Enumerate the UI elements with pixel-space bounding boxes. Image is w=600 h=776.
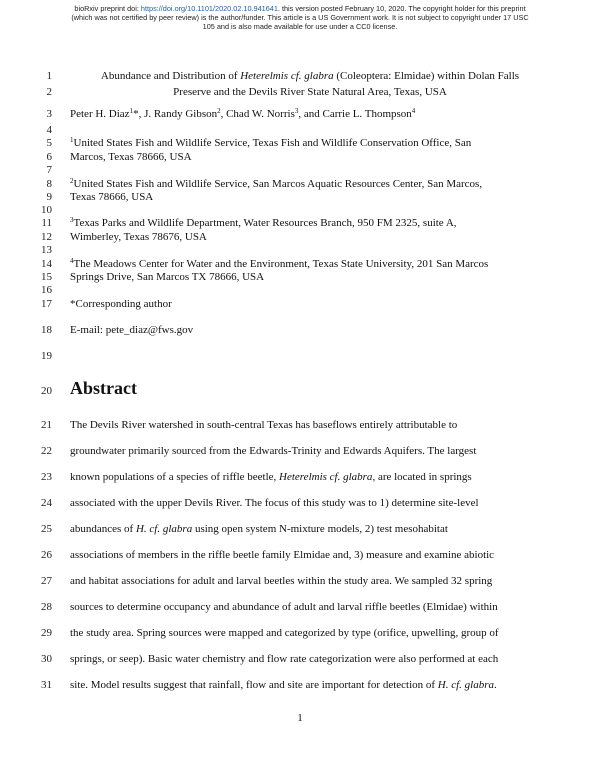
corresponding-author: *Corresponding author bbox=[70, 298, 172, 310]
line-number: 24 bbox=[41, 497, 52, 509]
line-number: 3 bbox=[46, 108, 52, 120]
line-number: 12 bbox=[41, 231, 52, 243]
line-number: 13 bbox=[41, 244, 52, 256]
line-number: 5 bbox=[46, 137, 52, 149]
paper-title-line-1: Abundance and Distribution of Heterelmis cf. glabra (Coleoptera: Elmidae) within Dolan Falls bbox=[100, 70, 520, 82]
line-number: 26 bbox=[41, 549, 52, 561]
affiliation-2: $^2$United States Fish and Wildlife Service, San Marcos Aquatic Resources Center, San Marcos, bbox=[70, 177, 483, 190]
abstract-line: sources to determine occupancy and abundance of adult and larval riffle beetles (Elmidae) within bbox=[70, 601, 498, 613]
line-number: 19 bbox=[41, 350, 52, 362]
line-number: 20 bbox=[41, 385, 52, 397]
affiliation-3-cont: Wimberley, Texas 78676, USA bbox=[70, 231, 207, 243]
abstract-line: and habitat associations for adult and larval beetles within the study area. We sampled 32 spring bbox=[70, 575, 493, 587]
line-number: 23 bbox=[41, 471, 52, 483]
line-number: 2 bbox=[46, 86, 52, 98]
affiliation-4: $^4$The Meadows Center for Water and the Environment, Texas State University, 201 San Marcos bbox=[70, 257, 489, 270]
line-number: 28 bbox=[41, 601, 52, 613]
line-number: 27 bbox=[41, 575, 52, 587]
abstract-line: the study area. Spring sources were mapped and categorized by type (orifice, upwelling, group of bbox=[70, 627, 499, 639]
abstract-line: abundances of H. cf. glabra using open system N-mixture models, 2) test mesohabitat bbox=[70, 523, 448, 535]
affiliation-1-cont: Marcos, Texas 78666, USA bbox=[70, 151, 192, 163]
line-number: 8 bbox=[46, 178, 52, 190]
preprint-header bbox=[30, 4, 570, 31]
affiliation-4-cont: Springs Drive, San Marcos TX 78666, USA bbox=[70, 271, 265, 283]
line-number: 18 bbox=[41, 324, 52, 336]
author-list: Peter H. Diaz$^1$*, J. Randy Gibson$^2$, Chad W. Norris$^3$, and Carrie L. Thompson$^4$ bbox=[70, 107, 416, 120]
abstract-heading: Abstract bbox=[70, 378, 137, 398]
page-number: 1 bbox=[297, 712, 303, 724]
paper-title-line-2: Preserve and the Devils River State Natural Area, Texas, USA bbox=[173, 86, 447, 98]
abstract-line: springs, or seep). Basic water chemistry and flow rate categorization were also performed at each bbox=[70, 653, 499, 665]
abstract-line: associated with the upper Devils River. The focus of this study was to 1) determine site-level bbox=[70, 497, 479, 509]
line-number: 30 bbox=[41, 653, 52, 665]
line-number: 31 bbox=[41, 679, 52, 691]
line-number: 22 bbox=[41, 445, 52, 457]
line-number: 16 bbox=[41, 284, 52, 296]
header-line-3: 105 and is also made available for use under a CC0 license. bbox=[202, 22, 398, 31]
abstract-line: site. Model results suggest that rainfall, flow and site are important for detection of H. cf. glabra. bbox=[70, 679, 497, 691]
line-number: 9 bbox=[46, 191, 52, 203]
email: E-mail: pete_diaz@fws.gov bbox=[70, 324, 194, 336]
line-number: 11 bbox=[41, 217, 52, 229]
line-number: 29 bbox=[41, 627, 52, 639]
line-number: 21 bbox=[41, 419, 52, 431]
abstract-line: The Devils River watershed in south-central Texas has baseflows entirely attributable to bbox=[70, 419, 458, 431]
line-number: 17 bbox=[41, 298, 52, 310]
abstract-line: groundwater primarily sourced from the Edwards-Trinity and Edwards Aquifers. The largest bbox=[70, 445, 477, 457]
doi-link[interactable]: https://doi.org/10.1101/2020.02.10.941641 bbox=[140, 4, 278, 13]
line-number: 15 bbox=[41, 271, 52, 283]
line-number: 14 bbox=[41, 258, 52, 270]
header-line-2: (which was not certified by peer review) is the author/funder. This article is a US Government work. It is not subject to copyright under 17 USC bbox=[71, 13, 529, 22]
abstract-line: known populations of a species of riffle beetle, Heterelmis cf. glabra, are located in springs bbox=[70, 471, 472, 483]
line-number: 1 bbox=[46, 70, 52, 82]
line-number: 6 bbox=[46, 151, 52, 163]
line-number: 7 bbox=[46, 164, 52, 176]
affiliation-2-cont: Texas 78666, USA bbox=[70, 191, 154, 203]
header-line-1: bioRxiv preprint doi: https://doi.org/10.1101/2020.02.10.941641. this version posted February 10, 2020. The copyright holder for this preprint bbox=[74, 4, 526, 13]
line-number: 4 bbox=[46, 124, 52, 136]
affiliation-1: $^1$United States Fish and Wildlife Service, Texas Fish and Wildlife Conservation Office, San bbox=[70, 136, 472, 149]
line-number: 10 bbox=[41, 204, 52, 216]
abstract-line: associations of members in the riffle beetle family Elmidae and, 3) measure and examine abiotic bbox=[70, 549, 495, 561]
line-number: 25 bbox=[41, 523, 52, 535]
affiliation-3: $^3$Texas Parks and Wildlife Department, Water Resources Branch, 950 FM 2325, suite A, bbox=[70, 216, 457, 229]
